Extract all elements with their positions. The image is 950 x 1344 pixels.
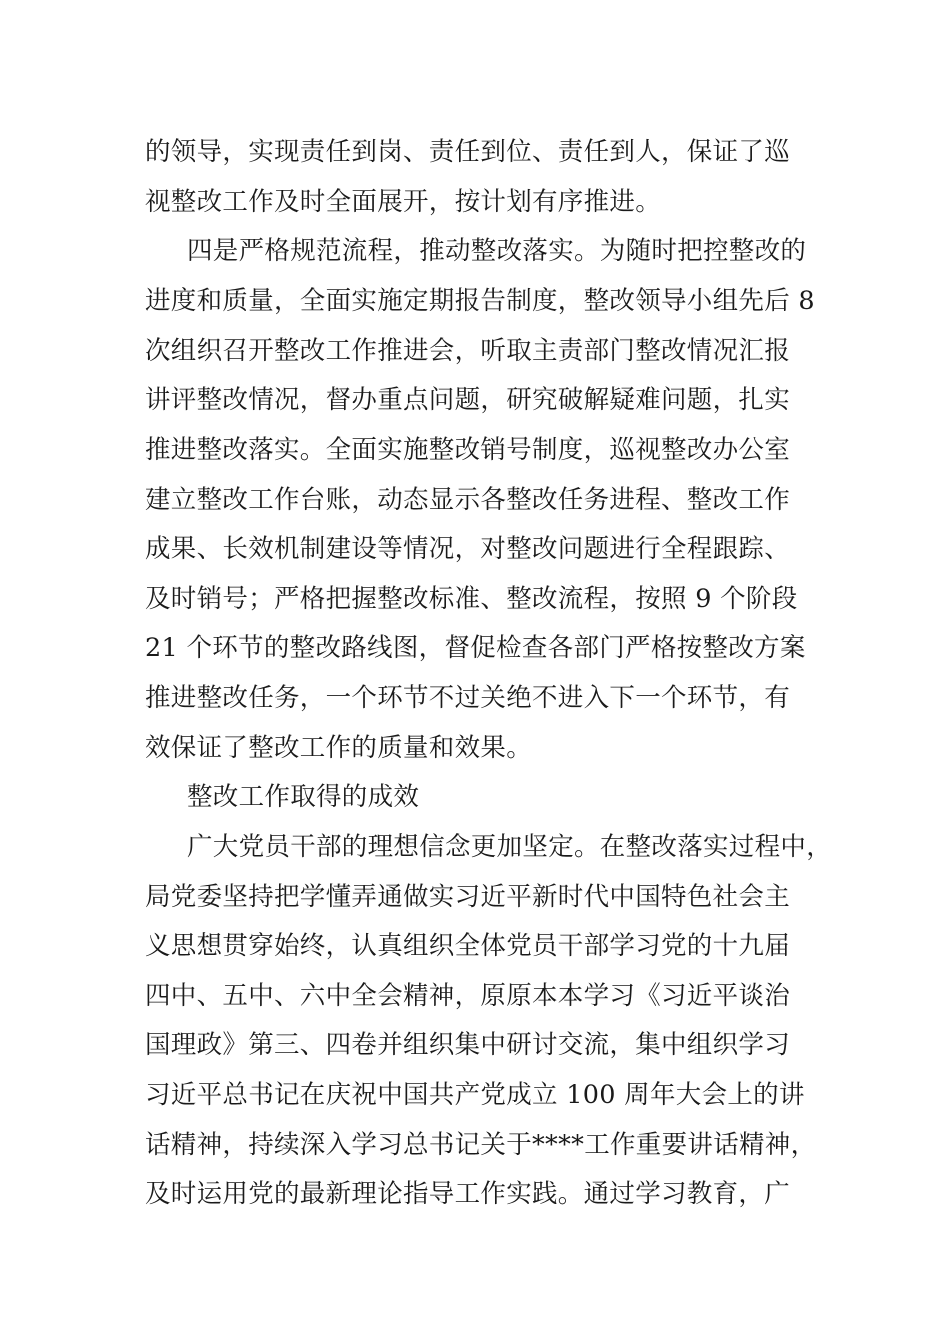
paragraph-start-line: 广大党员干部的理想信念更加坚定。在整改落实过程中， [187,832,833,862]
text-line: 建立整改工作台账，动态显示各整改任务进程、整改工作 [145,485,791,515]
text-line: 话精神，持续深入学习总书记关于****工作重要讲话精神， [145,1130,817,1160]
text-line: 及时运用党的最新理论指导工作实践。通过学习教育，广 [145,1179,791,1209]
text-line: 四中、五中、六中全会精神，原原本本学习《习近平谈治 [145,981,791,1011]
text-line: 习近平总书记在庆祝中国共产党成立 100 周年大会上的讲 [145,1080,805,1110]
section-heading: 整改工作取得的成效 [187,782,420,812]
text-line: 21 个环节的整改路线图，督促检查各部门严格按整改方案 [145,633,806,663]
text-line: 讲评整改情况，督办重点问题，研究破解疑难问题，扎实 [145,385,791,415]
text-line: 进度和质量，全面实施定期报告制度，整改领导小组先后 8 [145,286,815,316]
paragraph-start-line: 四是严格规范流程，推动整改落实。为随时把控整改的 [187,236,807,266]
text-line: 效保证了整改工作的质量和效果。 [145,733,533,763]
text-line: 视整改工作及时全面展开，按计划有序推进。 [145,187,662,217]
text-line: 次组织召开整改工作推进会，听取主责部门整改情况汇报 [145,336,791,366]
text-line: 及时销号；严格把握整改标准、整改流程，按照 9 个阶段 [145,584,798,614]
text-line: 推进整改任务，一个环节不过关绝不进入下一个环节，有 [145,683,791,713]
text-line: 义思想贯穿始终，认真组织全体党员干部学习党的十九届 [145,931,791,961]
text-line: 成果、长效机制建设等情况，对整改问题进行全程跟踪、 [145,534,791,564]
text-line: 局党委坚持把学懂弄通做实习近平新时代中国特色社会主 [145,882,791,912]
text-line: 推进整改落实。全面实施整改销号制度，巡视整改办公室 [145,435,791,465]
text-line: 的领导，实现责任到岗、责任到位、责任到人，保证了巡 [145,137,791,167]
text-line: 国理政》第三、四卷并组织集中研讨交流，集中组织学习 [145,1030,791,1060]
